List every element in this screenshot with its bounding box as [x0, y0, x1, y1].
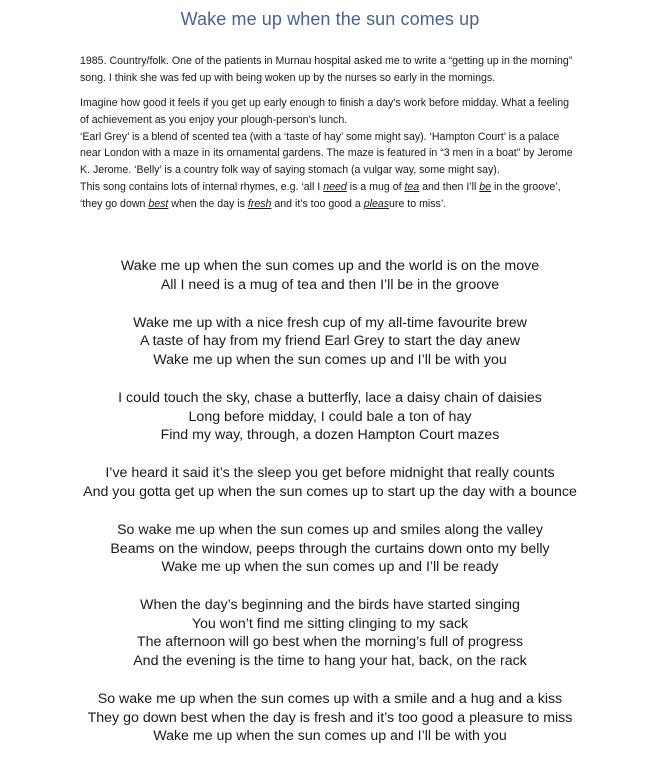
- rhyme-highlight: need: [323, 180, 347, 193]
- stanza-2: [0, 314, 660, 370]
- intro-paragraph-1: [80, 53, 580, 87]
- rhyme-highlight: fresh: [247, 197, 272, 210]
- lyric-line: When the day’s beginning and the birds have started singing: [140, 597, 520, 614]
- rhyme-highlight: be: [479, 180, 492, 193]
- stanza-4: [0, 464, 660, 501]
- document-title: Wake me up when the sun comes up: [180, 9, 480, 29]
- intro-line: ‘Earl Grey’ is a blend of scented tea (with a ‘taste of hay’ some might say). ‘Hampton Court’ is a palace near London with a maze in its ornamental gardens. The maze is featured in “3 men in a boat” by Jerome K. Jerome. ‘Belly’ is a country folk way of saying stomach (a vulgar way, some might say).: [80, 130, 573, 177]
- lyric-line: And the evening is the time to hang your hat, back, on the rack: [133, 653, 527, 669]
- lyric-line: A taste of hay from my friend Earl Grey to start the day anew: [139, 333, 521, 350]
- lyric-line: You won’t find me sitting clinging to my sack: [191, 615, 469, 632]
- lyric-line: Wake me up when the sun comes up and I’ll be with you: [153, 351, 507, 368]
- rhyme-text: and then I’ll: [419, 180, 480, 193]
- lyric-line: Wake me up with a nice fresh cup of my all-time favourite brew: [133, 314, 527, 331]
- lyric-line: Long before midday, I could bale a ton of hay: [188, 408, 472, 425]
- intro-text: 1985. Country/folk. One of the patients in Murnau hospital asked me to write a “getting up in the morning” song. I think she was fed up with being woken up by the nurses so early in the mornings.: [80, 55, 573, 84]
- rhyme-text: and it’s too good a: [271, 197, 364, 210]
- lyric-line: Wake me up when the sun comes up and the world is on the move: [120, 258, 540, 274]
- lyric-line: Beams on the window, peeps through the curtains down onto my belly: [110, 540, 550, 557]
- stanza-3: [0, 389, 660, 445]
- rhyme-text: in the groove’, ‘they go down: [80, 180, 561, 210]
- lyric-line: So wake me up when the sun comes up with a smile and a hug and a kiss: [97, 691, 563, 708]
- stanza-7: [0, 690, 660, 746]
- lyric-line: So wake me up when the sun comes up and smiles along the valley: [117, 521, 543, 538]
- lyric-line: Find my way, through, a dozen Hampton Court mazes: [160, 427, 500, 444]
- lyric-line: They go down best when the day is fresh and it’s too good a pleasure to miss: [87, 709, 573, 726]
- lyrics: [0, 257, 660, 765]
- intro-paragraph-2: [80, 95, 580, 213]
- rhyme-note: [80, 179, 580, 213]
- stanza-6: [0, 596, 660, 670]
- stanza-5: [0, 521, 660, 577]
- rhyme-highlight: best: [148, 197, 169, 210]
- lyric-line: Wake me up when the sun comes up and I’ll be with you: [153, 728, 507, 745]
- rhyme-text: ure to miss’.: [389, 197, 447, 210]
- stanza-1: [0, 257, 660, 294]
- intro-line: Imagine how good it feels if you get up early enough to finish a day’s work before midday. What a feeling of achievement as you enjoy your plough-person’s lunch.: [80, 97, 569, 126]
- rhyme-highlight: pleas: [363, 197, 390, 210]
- lyric-line: I’ve heard it said it’s the sleep you get before midnight that really counts: [105, 465, 555, 482]
- lyric-line: I could touch the sky, chase a butterfly, lace a daisy chain of daisies: [118, 389, 542, 406]
- rhyme-text: when the day is: [168, 197, 248, 210]
- lyric-line: And you gotta get up when the sun comes up to start up the day with a bounce: [83, 483, 577, 500]
- lyric-line: Wake me up when the sun comes up and I’ll be ready: [161, 559, 499, 576]
- lyric-line: All I need is a mug of tea and then I’ll be in the groove: [160, 276, 500, 293]
- rhyme-text: This song contains lots of internal rhymes, e.g. ‘all I: [80, 180, 324, 193]
- rhyme-text: is a mug of: [346, 180, 405, 193]
- rhyme-highlight: tea: [404, 180, 420, 193]
- lyric-line: The afternoon will go best when the morning’s full of progress: [136, 634, 524, 651]
